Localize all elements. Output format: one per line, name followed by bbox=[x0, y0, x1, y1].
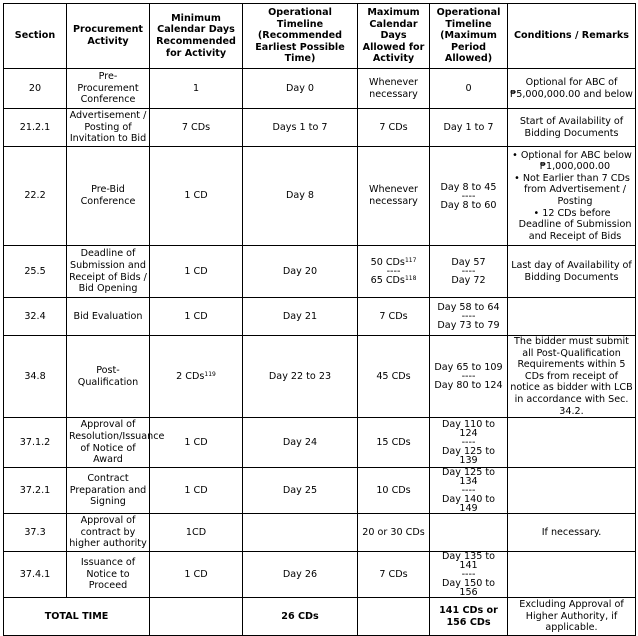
remarks-list-item: • Not Earlier than 7 CDs from Advertisement / Posting bbox=[517, 173, 633, 208]
max-period-a: Day 125 to 134 bbox=[442, 467, 495, 488]
min-days-cell: 1 CD bbox=[150, 298, 243, 336]
activity-cell: Pre-Procurement Conference bbox=[67, 69, 150, 109]
max-period-cell: Day 1 to 7 bbox=[430, 109, 508, 147]
max-days-cell: 45 CDs bbox=[358, 336, 430, 418]
section-cell: 32.4 bbox=[4, 298, 67, 336]
min-days-cell: 1 CD bbox=[150, 246, 243, 298]
section-cell: 34.8 bbox=[4, 336, 67, 418]
min-days-cell: 1 CD bbox=[150, 552, 243, 598]
table-row bbox=[4, 246, 636, 298]
activity-cell: Approval of Resolution/Issuance of Notice of Award bbox=[67, 418, 150, 468]
separator: ---- bbox=[386, 266, 401, 277]
max-period-cell bbox=[430, 298, 508, 336]
max-days-b-value: 65 CDs bbox=[370, 275, 405, 286]
total-row bbox=[4, 598, 636, 636]
max-days-cell: Whenever necessary bbox=[358, 147, 430, 246]
max-days-cell bbox=[358, 246, 430, 298]
min-days-cell: 1 CD bbox=[150, 418, 243, 468]
rec-timeline-cell: Day 26 bbox=[243, 552, 358, 598]
max-period-a: Day 8 to 45 bbox=[440, 181, 497, 193]
min-days-cell: 1 CD bbox=[150, 468, 243, 514]
max-days-cell: 15 CDs bbox=[358, 418, 430, 468]
footnote-ref: 118 bbox=[404, 275, 417, 282]
min-days-cell: 1CD bbox=[150, 514, 243, 552]
total-label: TOTAL TIME bbox=[4, 598, 150, 636]
header-activity: Procurement Activity bbox=[67, 4, 150, 69]
table-row bbox=[4, 109, 636, 147]
remarks-cell bbox=[508, 418, 636, 468]
max-days-cell: Whenever necessary bbox=[358, 69, 430, 109]
section-cell: 37.4.1 bbox=[4, 552, 67, 598]
header-op-timeline-max: Operational Timeline (Maximum Period Allowed) bbox=[430, 4, 508, 69]
header-max-days: Maximum Calendar Days Allowed for Activity bbox=[358, 4, 430, 69]
rec-timeline-cell: Day 22 to 23 bbox=[243, 336, 358, 418]
activity-cell: Deadline of Submission and Receipt of Bids / Bid Opening bbox=[67, 246, 150, 298]
max-period-a: Day 135 to 141 bbox=[442, 551, 495, 572]
min-days-cell bbox=[150, 336, 243, 418]
separator: ---- bbox=[461, 266, 476, 277]
activity-cell: Bid Evaluation bbox=[67, 298, 150, 336]
header-min-days: Minimum Calendar Days Recommended for Activity bbox=[150, 4, 243, 69]
remarks-list-item: • Optional for ABC below ₱1,000,000.00 bbox=[517, 150, 633, 173]
remarks-cell: Optional for ABC of ₱5,000,000.00 and below bbox=[508, 69, 636, 109]
footnote-ref: 117 bbox=[404, 257, 417, 264]
remarks-cell bbox=[508, 468, 636, 514]
separator: ---- bbox=[461, 311, 476, 322]
section-cell: 37.1.2 bbox=[4, 418, 67, 468]
section-cell: 37.3 bbox=[4, 514, 67, 552]
section-cell: 20 bbox=[4, 69, 67, 109]
activity-cell: Approval of contract by higher authority bbox=[67, 514, 150, 552]
max-days-cell: 20 or 30 CDs bbox=[358, 514, 430, 552]
activity-cell: Pre-Bid Conference bbox=[67, 147, 150, 246]
table-row bbox=[4, 514, 636, 552]
header-op-timeline-rec: Operational Timeline (Recommended Earliest Possible Time) bbox=[243, 4, 358, 69]
table-row bbox=[4, 298, 636, 336]
activity-cell: Post-Qualification bbox=[67, 336, 150, 418]
rec-timeline-cell: Day 25 bbox=[243, 468, 358, 514]
activity-cell: Advertisement / Posting of Invitation to Bid bbox=[67, 109, 150, 147]
max-days-cell: 7 CDs bbox=[358, 298, 430, 336]
header-row bbox=[4, 4, 636, 69]
min-days-cell: 1 CD bbox=[150, 147, 243, 246]
remarks-cell bbox=[508, 298, 636, 336]
max-period-cell bbox=[430, 468, 508, 514]
separator: ---- bbox=[461, 371, 476, 383]
table-row bbox=[4, 69, 636, 109]
max-days-cell: 10 CDs bbox=[358, 468, 430, 514]
rec-timeline-cell: Day 24 bbox=[243, 418, 358, 468]
max-period-cell bbox=[430, 336, 508, 418]
min-days-cell: 1 bbox=[150, 69, 243, 109]
max-period-b: Day 73 to 79 bbox=[437, 320, 500, 331]
total-max-period: 141 CDs or 156 CDs bbox=[430, 598, 508, 636]
max-period-b: Day 150 to 156 bbox=[442, 578, 495, 599]
section-cell: 25.5 bbox=[4, 246, 67, 298]
procurement-timeline-table bbox=[3, 3, 636, 636]
total-rec-timeline: 26 CDs bbox=[243, 598, 358, 636]
header-remarks: Conditions / Remarks bbox=[508, 4, 636, 69]
remarks-cell: The bidder must submit all Post-Qualification Requirements within 5 CDs from receipt of notice as bidder with LCB in accordance with Sec. 34.2. bbox=[508, 336, 636, 418]
max-days-cell: 7 CDs bbox=[358, 552, 430, 598]
remarks-cell bbox=[508, 147, 636, 246]
total-remarks: Excluding Approval of Higher Authority, if applicable. bbox=[508, 598, 636, 636]
section-cell: 37.2.1 bbox=[4, 468, 67, 514]
rec-timeline-cell: Day 20 bbox=[243, 246, 358, 298]
section-cell: 22.2 bbox=[4, 147, 67, 246]
remarks-list-item: • 12 CDs before Deadline of Submission and Receipt of Bids bbox=[517, 208, 633, 243]
max-period-a: Day 57 bbox=[451, 257, 486, 268]
header-section: Section bbox=[4, 4, 67, 69]
max-period-cell bbox=[430, 514, 508, 552]
max-period-cell bbox=[430, 246, 508, 298]
min-days-cell: 7 CDs bbox=[150, 109, 243, 147]
max-period-a: Day 58 to 64 bbox=[437, 302, 500, 313]
min-days-value: 2 CDs bbox=[176, 370, 205, 382]
activity-cell: Contract Preparation and Signing bbox=[67, 468, 150, 514]
remarks-list bbox=[510, 150, 633, 243]
max-period-b: Day 80 to 124 bbox=[434, 380, 503, 392]
max-period-b: Day 8 to 60 bbox=[440, 199, 497, 211]
rec-timeline-cell: Days 1 to 7 bbox=[243, 109, 358, 147]
activity-cell: Issuance of Notice to Proceed bbox=[67, 552, 150, 598]
remarks-cell bbox=[508, 552, 636, 598]
separator: ---- bbox=[461, 569, 476, 581]
remarks-cell: Last day of Availability of Bidding Documents bbox=[508, 246, 636, 298]
remarks-cell: Start of Availability of Bidding Documents bbox=[508, 109, 636, 147]
max-period-cell bbox=[430, 147, 508, 246]
max-period-b: Day 125 to 139 bbox=[442, 446, 495, 467]
max-days-cell: 7 CDs bbox=[358, 109, 430, 147]
separator: ---- bbox=[461, 190, 476, 202]
table-row bbox=[4, 147, 636, 246]
table-row bbox=[4, 552, 636, 598]
max-period-b: Day 72 bbox=[451, 275, 486, 286]
rec-timeline-cell bbox=[243, 514, 358, 552]
max-period-b: Day 140 to 149 bbox=[442, 494, 495, 515]
max-period-cell bbox=[430, 418, 508, 468]
max-period-cell: 0 bbox=[430, 69, 508, 109]
max-period-a: Day 110 to 124 bbox=[442, 419, 495, 440]
max-days-a-value: 50 CDs bbox=[370, 257, 405, 268]
table-row bbox=[4, 418, 636, 468]
total-max-days-cell bbox=[358, 598, 430, 636]
rec-timeline-cell: Day 8 bbox=[243, 147, 358, 246]
footnote-ref: 119 bbox=[204, 370, 216, 378]
max-period-cell bbox=[430, 552, 508, 598]
table-row bbox=[4, 468, 636, 514]
max-period-a: Day 65 to 109 bbox=[434, 362, 503, 374]
separator: ---- bbox=[461, 437, 476, 449]
section-cell: 21.2.1 bbox=[4, 109, 67, 147]
separator: ---- bbox=[461, 485, 476, 497]
remarks-cell: If necessary. bbox=[508, 514, 636, 552]
max-days-b bbox=[360, 276, 427, 285]
rec-timeline-cell: Day 21 bbox=[243, 298, 358, 336]
total-min-days-cell bbox=[150, 598, 243, 636]
rec-timeline-cell: Day 0 bbox=[243, 69, 358, 109]
table-row bbox=[4, 336, 636, 418]
